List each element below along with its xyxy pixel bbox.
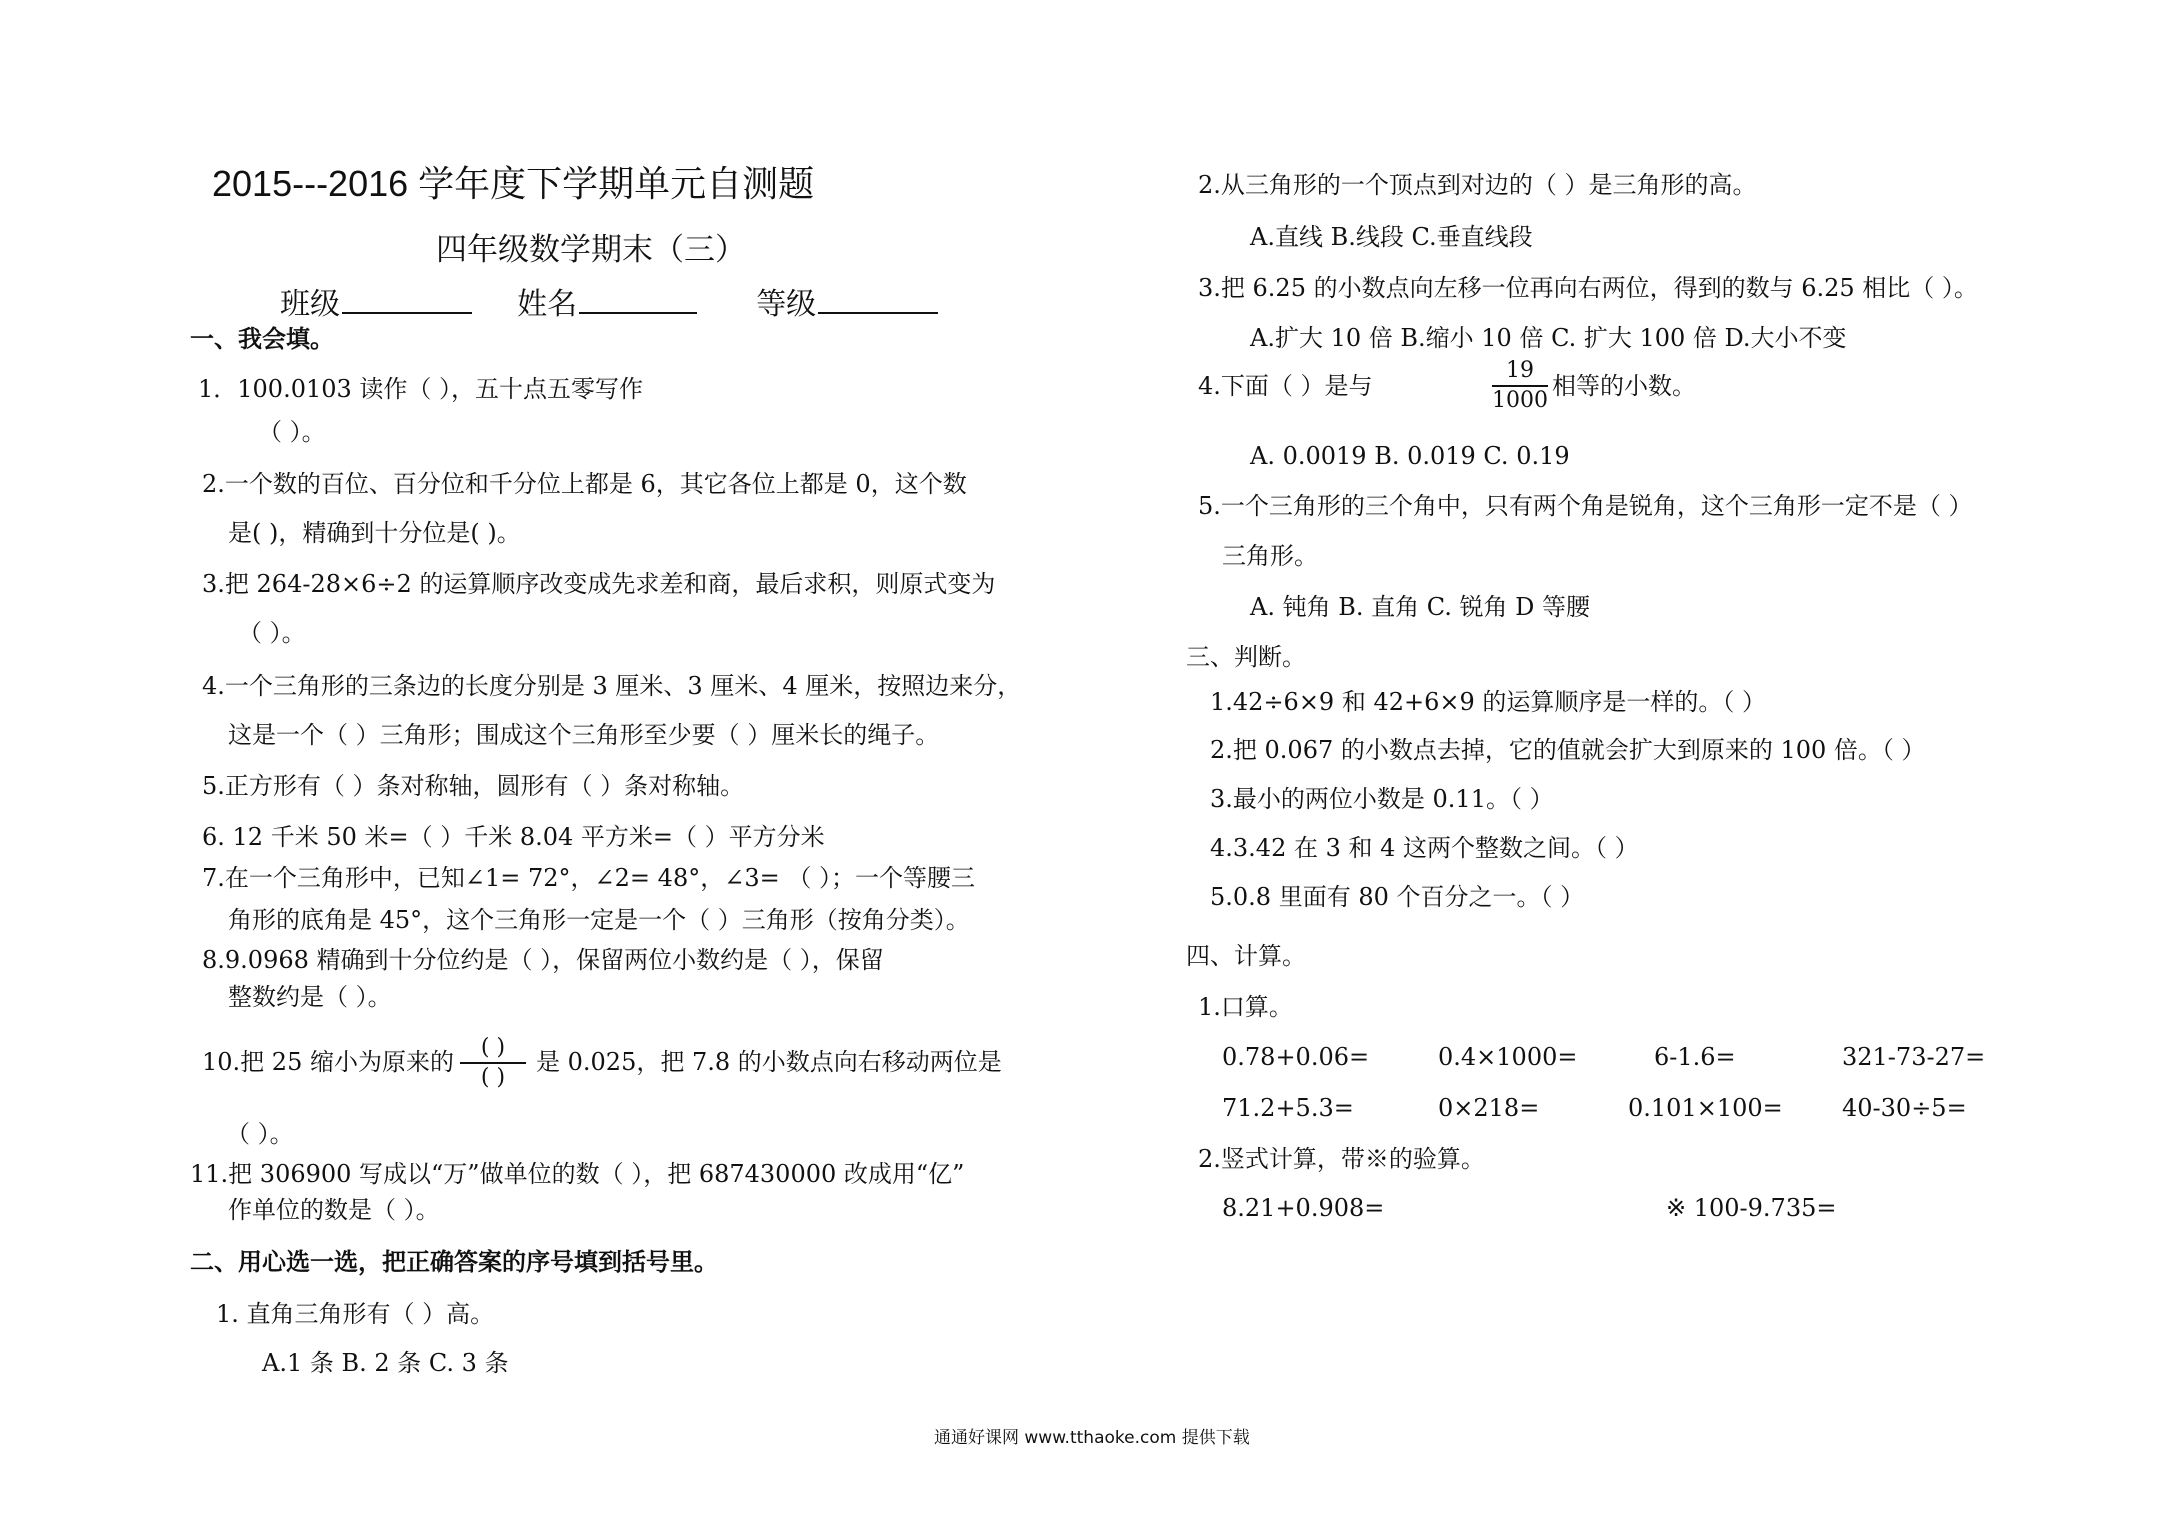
s1-question-7: 7.在一个三角形中，已知∠1= 72°，∠2= 48°，∠3= （ ）；一个等腰三: [202, 864, 975, 892]
s2-question-5: 5.一个三角形的三个角中，只有两个角是锐角，这个三角形一定不是（ ）: [1198, 492, 1973, 520]
s1-question-5: 5.正方形有（ ）条对称轴，圆形有（ ）条对称轴。: [202, 772, 745, 800]
name-label: 姓名: [517, 287, 578, 322]
fraction-bar: [1492, 385, 1548, 387]
s1-question-8-cont: 整数约是（ ）。: [228, 983, 392, 1011]
s1-question-4-cont: 这是一个（ ）三角形；围成这个三角形至少要（ ）厘米长的绳子。: [228, 721, 940, 749]
s3-question-5: 5.0.8 里面有 80 个百分之一。（ ）: [1210, 883, 1585, 911]
s3-question-1: 1.42÷6×9 和 42+6×9 的运算顺序是一样的。（ ）: [1210, 688, 1767, 716]
s2-question-1-options: A.1 条 B. 2 条 C. 3 条: [262, 1349, 509, 1377]
name-field[interactable]: [579, 286, 697, 314]
s3-question-2: 2.把 0.067 的小数点去掉，它的值就会扩大到原来的 100 倍。（ ）: [1210, 736, 1926, 764]
s4-row2-item2: 0×218=: [1438, 1094, 1540, 1122]
grade-field[interactable]: [818, 286, 938, 314]
s4-row2-item1: 71.2+5.3=: [1222, 1094, 1354, 1122]
s4-row1-item1: 0.78+0.06=: [1222, 1043, 1370, 1071]
s1-question-11-cont: 作单位的数是（ ）。: [228, 1196, 440, 1224]
s3-question-3: 3.最小的两位小数是 0.11。（ ）: [1210, 785, 1554, 813]
s4-row2-item3: 0.101×100=: [1628, 1094, 1783, 1122]
s2-question-5-options: A. 钝角 B. 直角 C. 锐角 D 等腰: [1250, 593, 1591, 621]
fraction-bar: [460, 1062, 526, 1064]
footer-source: 通通好课网 www.tthaoke.com 提供下载: [934, 1428, 1250, 1448]
s2-question-4-fraction: [1492, 360, 1548, 412]
s4-row1-item3: 6-1.6=: [1654, 1043, 1736, 1071]
s3-question-4: 4.3.42 在 3 和 4 这两个整数之间。（ ）: [1210, 834, 1639, 862]
section1-heading: 一、我会填。: [190, 325, 334, 353]
exam-title: 2015---2016 学年度下学期单元自测题: [212, 163, 815, 204]
s4-subheading-2: 2.竖式计算，带※的验算。: [1198, 1145, 1485, 1173]
fraction-denominator: 1000: [1492, 388, 1548, 413]
class-label: 班级: [280, 287, 340, 322]
s2-question-4-post: 相等的小数。: [1552, 372, 1696, 400]
s2-question-3-options: A.扩大 10 倍 B.缩小 10 倍 C. 扩大 100 倍 D.大小不变: [1250, 324, 1847, 352]
s1-question-8: 8.9.0968 精确到十分位约是（ ），保留两位小数约是（ ），保留: [202, 946, 884, 974]
s2-question-4-pre: 4.下面（ ）是与: [1198, 372, 1373, 400]
s1-question-7-cont: 角形的底角是 45°，这个三角形一定是一个（ ）三角形（按角分类）。: [228, 906, 970, 934]
s1-question-1-cont: （ ）。: [258, 418, 326, 446]
s4-row1-item4: 321-73-27=: [1842, 1043, 1986, 1071]
s4-subheading-1: 1.口算。: [1198, 993, 1293, 1021]
s4-row1-item2: 0.4×1000=: [1438, 1043, 1578, 1071]
s1-question-10-fraction: [460, 1037, 526, 1089]
fraction-denominator: ( ): [480, 1065, 506, 1090]
s2-question-2: 2.从三角形的一个顶点到对边的（ ）是三角形的高。: [1198, 171, 1757, 199]
s2-question-1: 1. 直角三角形有（ ）高。: [216, 1300, 495, 1328]
section2-heading: 二、用心选一选，把正确答案的序号填到括号里。: [190, 1248, 718, 1276]
s2-question-5-cont: 三角形。: [1222, 542, 1318, 570]
fraction-numerator: 19: [1506, 358, 1534, 383]
s1-question-2-cont: 是( )，精确到十分位是( )。: [228, 519, 521, 547]
s2-question-4-options: A. 0.0019 B. 0.019 C. 0.19: [1250, 442, 1570, 470]
s1-question-1: 1．100.0103 读作（ ），五十点五零写作: [198, 375, 644, 403]
s1-question-10-cont: （ ）。: [226, 1120, 294, 1148]
s4-row2-item4: 40-30÷5=: [1842, 1094, 1967, 1122]
s1-question-10-post: 是 0.025，把 7.8 的小数点向右移动两位是: [536, 1048, 1002, 1076]
class-field[interactable]: [342, 286, 472, 314]
student-info-line: [280, 286, 938, 320]
s1-question-3: 3.把 264-28×6÷2 的运算顺序改变成先求差和商，最后求积，则原式变为: [202, 570, 996, 598]
s1-question-11: 11.把 306900 写成以“万”做单位的数（ ），把 687430000 改成用“亿”: [190, 1160, 965, 1188]
s2-question-3: 3.把 6.25 的小数点向左移一位再向右两位，得到的数与 6.25 相比（ ）。: [1198, 274, 1978, 302]
s1-question-2: 2.一个数的百位、百分位和千分位上都是 6，其它各位上都是 0，这个数: [202, 470, 967, 498]
s4-calc-2: ※ 100-9.735=: [1666, 1194, 1837, 1222]
fraction-numerator: ( ): [480, 1035, 506, 1060]
s1-question-3-cont: （ ）。: [238, 619, 306, 647]
s1-question-4: 4.一个三角形的三条边的长度分别是 3 厘米、3 厘米、4 厘米，按照边来分，: [202, 672, 1022, 700]
section3-heading: 三、判断。: [1186, 643, 1306, 671]
section4-heading: 四、计算。: [1186, 942, 1306, 970]
s1-question-10-pre: 10.把 25 缩小为原来的: [202, 1048, 454, 1076]
s2-question-2-options: A.直线 B.线段 C.垂直线段: [1250, 223, 1533, 251]
s1-question-6: 6. 12 千米 50 米=（ ）千米 8.04 平方米=（ ）平方分米: [202, 823, 825, 851]
grade-label: 等级: [756, 287, 817, 322]
exam-subtitle: 四年级数学期末（三）: [436, 232, 746, 268]
s4-calc-1: 8.21+0.908=: [1222, 1194, 1385, 1222]
